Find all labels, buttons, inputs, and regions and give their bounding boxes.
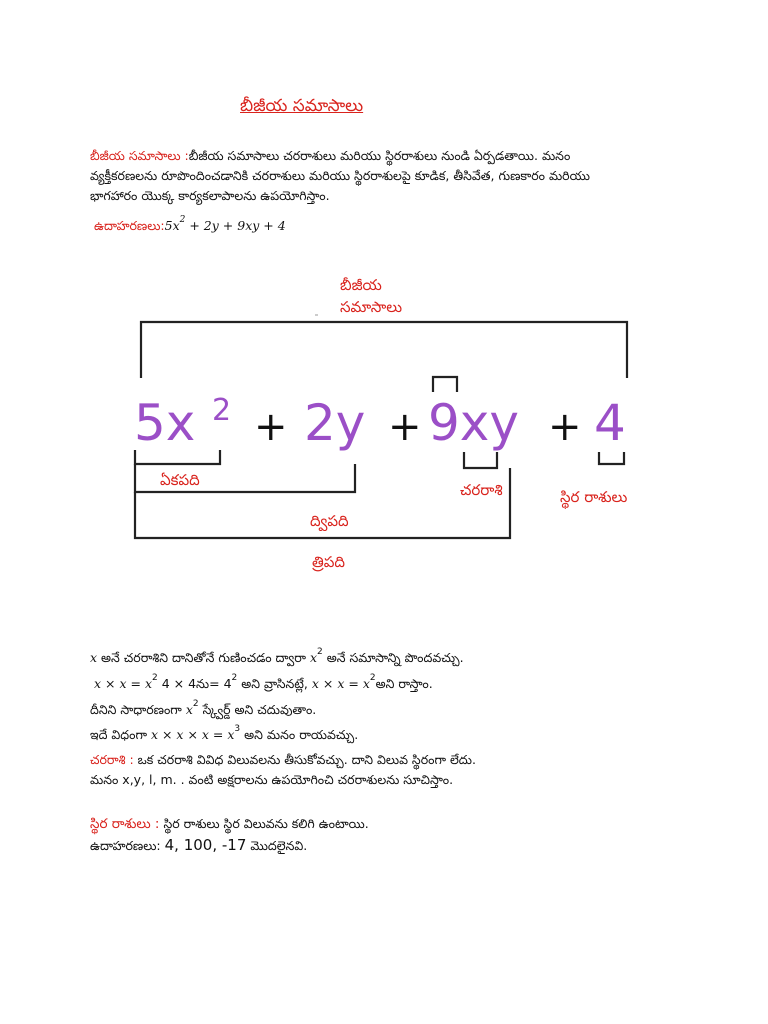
variable-def-text-2: మనం x,y, l, m. . వంటి అక్షరాలను ఉపయోగించి చరరాశులను సూచిస్తాం.	[90, 772, 454, 787]
intro-text-3: భాగహారం యొక్క కార్యకలాపాలను ఉపయోగిస్తాం.	[90, 188, 330, 203]
line2-d: x × x = x	[311, 676, 370, 691]
var-x-2: x	[309, 650, 317, 665]
line4-a: ఇదే విధంగా	[90, 727, 151, 742]
intro-label: బీజీయ సమాసాలు :	[90, 148, 189, 163]
line4-c: అని మనం రాయవచ్చు.	[240, 727, 359, 742]
line3-a: దీనిని సాధారణంగా	[90, 702, 186, 717]
constants-def-text: స్థిర రాశులు స్థిర విలువను కలిగి ఉంటాయి.	[159, 816, 369, 831]
constant-bracket	[599, 452, 624, 464]
constants-ex-tail: మొదలైనవి.	[246, 838, 308, 853]
body-line-4	[90, 725, 358, 745]
body-line-1	[90, 648, 464, 668]
constants-examples	[90, 835, 307, 856]
term-2y: 2y	[304, 394, 366, 452]
plus-3: +	[548, 404, 582, 450]
line1-text: అనే చరరాశిని దానితోనే గుణించడం ద్వారా	[97, 650, 310, 665]
line1-tail: అనే సమాసాన్ని పొందవచ్చు.	[322, 650, 464, 665]
constants-label: స్థిర రాశులు	[560, 488, 628, 506]
trinomial-label: త్రిపది	[312, 553, 345, 571]
expression-bracket	[141, 322, 627, 378]
variable-bracket	[464, 452, 497, 468]
plus-2: +	[388, 404, 422, 450]
line4-sup: 3	[234, 724, 241, 734]
line2-c: అని వ్రాసినట్లే,	[237, 676, 312, 691]
monomial-label: ఏకపది	[160, 471, 200, 489]
body-line-2	[94, 674, 433, 694]
body-line-3	[90, 700, 316, 720]
variable-label: చరరాశి	[460, 481, 503, 499]
constants-definition	[90, 814, 369, 834]
example-exponent: 2	[179, 215, 186, 225]
line2-e: అని రాస్తాం.	[375, 676, 433, 691]
var-x: x	[90, 650, 98, 665]
line2-sup3: 2	[369, 673, 376, 683]
plus-1: +	[254, 404, 288, 450]
intro-text-2: వ్యక్తీకరణలను రూపొందించడానికి చరరాశులు మరియు స్థిరరాశులపై కూడిక, తీసివేత, గుణకారం మరియు	[90, 168, 590, 183]
line3-c: స్క్వేర్డ్ అని చదువుతాం.	[198, 702, 317, 717]
binomial-label: ద్విపది	[310, 512, 349, 530]
line4-b: x × x × x = x	[150, 727, 235, 742]
variable-def-label: చరరాశి :	[90, 752, 134, 767]
term-9xy: 9xy	[428, 394, 519, 452]
variable-def-text: ఒక చరరాశి వివిధ విలువలను తీసుకోవచ్చు. దాని విలువ స్థిరంగా లేదు.	[133, 752, 476, 767]
term-exponent: 2	[212, 393, 232, 428]
constants-def-label: స్థిర రాశులు :	[90, 816, 160, 832]
line2-sup2: 2	[231, 673, 238, 683]
intro-text-1: బీజీయ సమాసాలు చరరాశులు మరియు స్థిరరాశులు నుండి ఏర్పడతాయి. మనం	[188, 148, 571, 163]
constants-ex-values: 4, 100, -17	[164, 836, 247, 854]
term-4: 4	[594, 394, 626, 452]
line2-a: x × x = x	[94, 676, 152, 691]
algebra-diagram	[0, 260, 768, 590]
page-title: బీజీయ సమాసాలు	[240, 96, 364, 116]
line1-sup: 2	[317, 647, 323, 657]
example-label: ఉదాహరణలు:	[94, 218, 165, 233]
example-line	[94, 216, 286, 236]
term-5x: 5x	[134, 394, 196, 452]
constants-ex-label: ఉదాహరణలు:	[90, 838, 165, 853]
line2-sup: 2	[152, 673, 158, 683]
line3-b: x	[185, 702, 193, 717]
monomial-bracket	[135, 450, 220, 464]
example-expression-b: + 2y + 9xy + 4	[185, 218, 286, 233]
diagram-top-label-2: సమాసాలు	[340, 298, 403, 316]
coefficient-bracket	[433, 377, 457, 392]
line2-b: 4 × 4ను= 4	[157, 676, 232, 691]
variable-definition	[90, 750, 476, 790]
diagram-top-label-1: బీజీయ	[340, 276, 382, 294]
line3-sup: 2	[192, 699, 199, 709]
example-expression-a: 5x	[164, 218, 180, 233]
intro-paragraph	[90, 146, 590, 206]
